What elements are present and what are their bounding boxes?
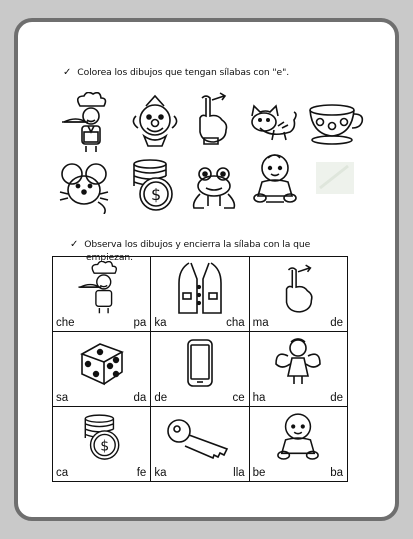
grid-row bbox=[53, 332, 348, 407]
key-icon bbox=[165, 417, 235, 459]
syllable-left[interactable]: ca bbox=[56, 467, 69, 479]
syllable-right[interactable]: de bbox=[330, 317, 343, 329]
syllable-left[interactable]: che bbox=[56, 317, 75, 329]
baby-icon bbox=[276, 411, 320, 465]
phone-icon bbox=[186, 338, 214, 388]
svg-text:$: $ bbox=[99, 438, 109, 455]
syllable-left[interactable]: ha bbox=[252, 392, 266, 404]
checkmark-icon: ✓ bbox=[63, 67, 72, 78]
cat-picture bbox=[244, 100, 300, 144]
fairy-icon bbox=[274, 336, 322, 388]
syllable-right[interactable]: da bbox=[133, 392, 147, 404]
die-icon bbox=[78, 340, 126, 386]
syllable-left[interactable]: ka bbox=[154, 467, 167, 479]
chef-icon bbox=[73, 261, 131, 315]
syllable-right[interactable]: cha bbox=[226, 317, 245, 329]
grid-cell-phone bbox=[151, 332, 249, 407]
instruction-1 bbox=[63, 66, 289, 79]
instruction-2 bbox=[70, 238, 310, 251]
frog-picture bbox=[190, 164, 238, 212]
syllable-right[interactable]: ba bbox=[330, 467, 343, 479]
instruction-2-line1: Observa los dibujos y encierra la sílaba con la que bbox=[84, 239, 311, 250]
grid-cell-fairy bbox=[249, 332, 347, 407]
syllable-right[interactable]: fe bbox=[136, 467, 147, 479]
mouse-picture bbox=[58, 158, 112, 214]
coins-picture bbox=[128, 158, 178, 214]
faded-picture bbox=[314, 160, 356, 196]
grid-cell-finger bbox=[249, 257, 347, 332]
syllable-grid bbox=[52, 256, 348, 482]
grid-cell-vest bbox=[151, 257, 249, 332]
vest-icon bbox=[175, 261, 225, 317]
instruction-2-line2: empiezan. bbox=[86, 252, 133, 263]
chef-picture bbox=[58, 92, 120, 154]
grid-cell-baby bbox=[249, 407, 347, 482]
checkmark-icon-2: ✓ bbox=[70, 239, 79, 250]
pointing-finger-icon bbox=[277, 261, 319, 317]
instruction-1-text: Colorea los dibujos que tengan sílabas con "e". bbox=[77, 67, 290, 78]
syllable-left[interactable]: ma bbox=[252, 317, 269, 329]
syllable-right[interactable]: ce bbox=[232, 392, 245, 404]
coins-icon bbox=[80, 411, 124, 465]
syllable-left[interactable]: sa bbox=[56, 392, 69, 404]
syllable-right[interactable]: pa bbox=[133, 317, 147, 329]
teacup-picture bbox=[306, 102, 364, 146]
baby-picture bbox=[252, 152, 298, 208]
syllable-right[interactable]: lla bbox=[233, 467, 245, 479]
syllable-left[interactable]: be bbox=[252, 467, 266, 479]
clown-picture bbox=[128, 94, 182, 152]
grid-row bbox=[53, 257, 348, 332]
syllable-left[interactable]: ka bbox=[154, 317, 167, 329]
grid-row bbox=[53, 407, 348, 482]
pointing-finger-picture bbox=[190, 90, 234, 146]
grid-cell-coins bbox=[53, 407, 151, 482]
grid-cell-chef bbox=[53, 257, 151, 332]
syllable-left[interactable]: de bbox=[154, 392, 168, 404]
syllable-right[interactable]: de bbox=[330, 392, 343, 404]
grid-cell-die bbox=[53, 332, 151, 407]
grid-cell-key bbox=[151, 407, 249, 482]
svg-text:$: $ bbox=[151, 185, 162, 204]
